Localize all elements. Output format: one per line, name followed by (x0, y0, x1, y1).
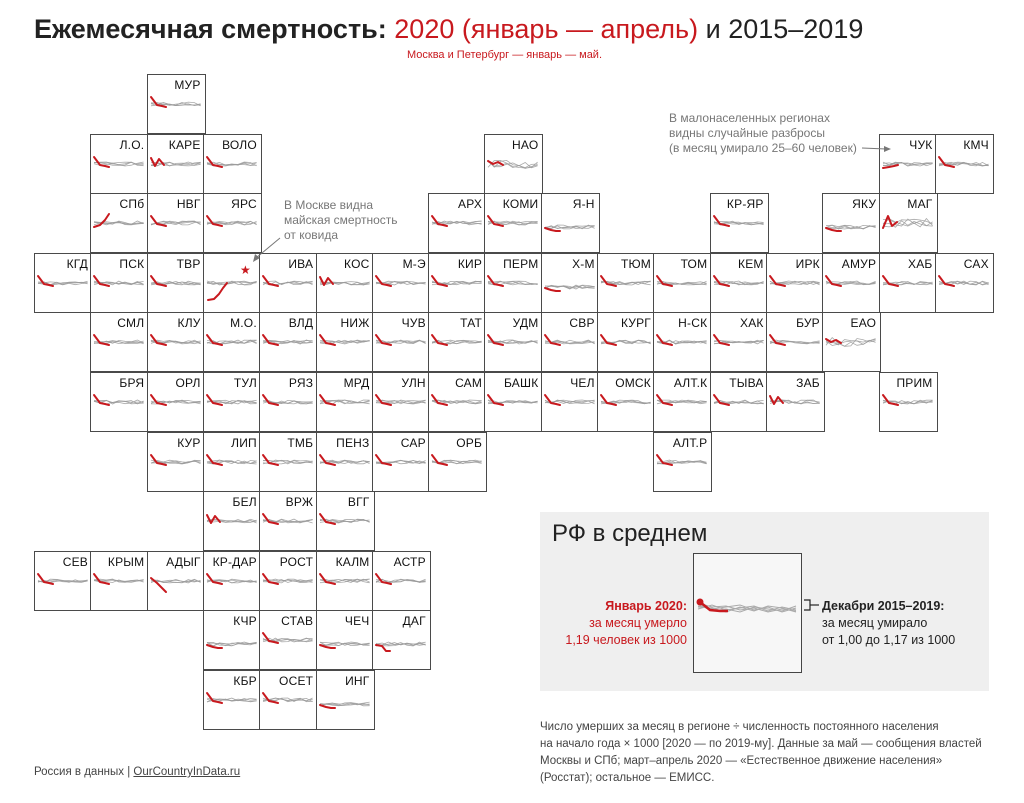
region-code: БАШК (503, 376, 539, 390)
region-code: ТОМ (680, 256, 708, 271)
annotation-sparse-line: (в месяц умирало 25–60 человек) (669, 141, 857, 155)
region-tile (203, 610, 262, 670)
rf-right-line: от 1,00 до 1,17 из 1000 (822, 633, 956, 647)
region-code: НАО (512, 137, 539, 152)
region-tile (316, 610, 375, 670)
region-tile (147, 372, 206, 432)
region-code: АРХ (458, 197, 483, 212)
region-code: СВР (569, 316, 595, 331)
region-sparkline (204, 254, 261, 312)
annotation-sparse-line: В малонаселенных регионах (669, 111, 830, 125)
region-tile (653, 312, 712, 372)
current-year-line (320, 514, 335, 524)
region-tile (484, 193, 543, 253)
region-tile (147, 432, 206, 492)
region-tile (710, 372, 769, 432)
region-code: КАРЕ (168, 137, 201, 152)
region-tile (316, 372, 375, 432)
region-tile (879, 372, 938, 432)
region-tile (147, 312, 206, 372)
region-tile (597, 253, 656, 313)
region-code: ВРЖ (285, 495, 314, 510)
region-code: МУР (174, 78, 201, 92)
region-tile (90, 372, 149, 432)
region-code: ОСЕТ (279, 674, 314, 688)
region-tile (541, 253, 600, 313)
region-tile (147, 193, 206, 253)
current-year-line (376, 395, 391, 405)
region-code: ЕАО (850, 316, 877, 331)
region-code: КЛУ (177, 316, 201, 331)
rf-right-caption (822, 598, 955, 649)
region-tile (316, 253, 375, 313)
region-tile (203, 670, 262, 730)
current-year-line (151, 455, 166, 465)
region-code: КУРГ (620, 316, 651, 331)
rf-left-line: за месяц умерло (589, 616, 687, 630)
annotation-moscow-line: В Москве видна (284, 198, 374, 212)
region-tile (822, 312, 881, 372)
annotation-sparse-line: видны случайные разбросы (669, 126, 825, 140)
region-tile (541, 193, 600, 253)
region-code: ВГГ (347, 495, 370, 510)
footnote-line: (Росстат); остальное — ЕМИСС. (540, 772, 715, 784)
current-year-line (714, 395, 729, 405)
region-tile (428, 372, 487, 432)
region-code: КЕМ (738, 256, 764, 271)
region-code: СПб (119, 197, 145, 212)
region-tile (90, 193, 149, 253)
region-tile (766, 253, 825, 313)
rf-average-title: РФ в среднем (552, 520, 708, 547)
region-code: САР (400, 435, 426, 450)
current-year-line (207, 395, 222, 405)
region-code: ИРК (795, 256, 820, 271)
region-code: ВОЛО (222, 137, 257, 152)
region-tile (259, 312, 318, 372)
region-tile (879, 134, 938, 194)
current-year-line (207, 157, 222, 167)
region-tile (203, 551, 262, 611)
region-code: КЧР (233, 614, 257, 629)
rf-bracket (802, 594, 822, 616)
region-code: М.О. (230, 316, 257, 331)
region-code: ПЕРМ (503, 256, 539, 271)
region-tile (710, 193, 769, 253)
region-code: Я-Н (572, 197, 595, 212)
footnote-line: Москвы и СПб; март–апрель 2020 — «Естественное движение населения» (540, 755, 943, 767)
region-code: Н-СК (678, 316, 708, 331)
region-tile (203, 134, 262, 194)
current-year-line (151, 335, 166, 345)
region-tile (203, 372, 262, 432)
region-tile (259, 670, 318, 730)
current-year-line (263, 514, 278, 524)
current-year-line (38, 276, 53, 286)
region-code: БУР (796, 316, 820, 331)
current-year-line (94, 395, 109, 405)
region-code: СТАВ (281, 614, 314, 629)
region-tile (935, 134, 994, 194)
current-year-line (657, 276, 672, 286)
current-year-line (207, 335, 222, 345)
region-code: ПСК (119, 256, 145, 271)
current-year-line (714, 216, 729, 226)
current-year-line (545, 288, 560, 291)
region-code: ТВР (176, 256, 201, 271)
region-tile (710, 253, 769, 313)
region-code: ТУЛ (233, 376, 257, 390)
region-tile (316, 551, 375, 611)
region-tile (203, 253, 262, 313)
region-code: НИЖ (340, 316, 370, 331)
current-year-line (488, 216, 503, 226)
current-year-line (432, 335, 447, 345)
region-tile (541, 312, 600, 372)
region-tile (316, 312, 375, 372)
region-tile (203, 193, 262, 253)
footer-source: Россия в данных | (34, 766, 131, 778)
region-code: ИВА (288, 256, 314, 271)
region-tile (147, 74, 206, 134)
annotation-moscow-line: майская смертность (284, 213, 398, 227)
region-code: КР-ДАР (212, 554, 257, 569)
region-code: ЗАБ (796, 376, 820, 390)
region-code: АЛТ.Р (672, 435, 708, 450)
footnote-line: на начало года × 1000 [2020 — по 2019-му]. Данные за май — сообщения властей (540, 738, 982, 750)
region-tile (372, 372, 431, 432)
annotation-moscow (284, 198, 398, 243)
rf-average-sparkline (694, 554, 801, 672)
region-code: ТМБ (287, 435, 314, 450)
region-code: УЛН (401, 376, 426, 390)
region-tile (34, 551, 93, 611)
region-code: МАГ (907, 197, 933, 212)
region-tile (428, 312, 487, 372)
region-tile (597, 312, 656, 372)
region-code: ИНГ (345, 674, 370, 688)
region-code: ЧУК (909, 137, 933, 152)
region-tile (372, 551, 431, 611)
annotation-moscow-line: от ковида (284, 228, 339, 242)
region-tile (34, 253, 93, 313)
region-tile (822, 253, 881, 313)
region-tile (879, 253, 938, 313)
rf-left-caption (565, 598, 687, 649)
region-code: УДМ (512, 316, 539, 331)
current-year-line (883, 395, 898, 405)
region-tile (372, 432, 431, 492)
current-year-line (376, 335, 391, 345)
region-code: ЧЕЧ (344, 614, 370, 629)
rf-average-panel (540, 512, 989, 691)
title-red: 2020 (январь — апрель) (394, 14, 699, 44)
region-code: ТЮМ (620, 256, 651, 271)
region-code: М-Э (402, 256, 426, 271)
region-code: СЕВ (62, 554, 88, 569)
region-tile (428, 432, 487, 492)
region-code: АСТР (393, 554, 426, 569)
title-rest: и 2015–2019 (705, 14, 864, 44)
region-tile (203, 312, 262, 372)
region-code: КИР (457, 256, 483, 271)
annotation-sparse (669, 111, 857, 156)
region-tile (822, 193, 881, 253)
region-tile (653, 372, 712, 432)
region-tile (147, 253, 206, 313)
region-tile (259, 551, 318, 611)
rf-left-bold: Январь 2020: (605, 599, 687, 613)
region-tile (316, 432, 375, 492)
region-tile (484, 253, 543, 313)
footer-link[interactable]: OurCountryInData.ru (133, 766, 241, 778)
region-code: ВЛД (288, 316, 314, 331)
region-tile (372, 253, 431, 313)
region-code: ЯКУ (852, 197, 877, 212)
region-tile (90, 551, 149, 611)
region-tile (90, 253, 149, 313)
region-tile (203, 432, 262, 492)
region-code: САХ (963, 256, 989, 271)
region-tile (259, 610, 318, 670)
region-code: КГД (66, 256, 88, 271)
region-code: ОМСК (615, 376, 651, 390)
region-tile (653, 253, 712, 313)
region-code: ЛИП (231, 435, 257, 450)
current-year-line (770, 276, 785, 286)
region-code: БЕЛ (232, 495, 257, 510)
current-year-line (207, 574, 222, 584)
current-year-line (207, 216, 222, 226)
region-tile (710, 312, 769, 372)
region-code: КОС (344, 256, 370, 271)
region-tile (766, 312, 825, 372)
footnote-line: Число умерших за месяц в регионе ÷ численность постоянного населения (540, 721, 939, 733)
region-code: ЧУВ (401, 316, 426, 331)
footnote (540, 719, 1015, 787)
moscow-star-icon: ★ (239, 262, 251, 277)
region-tile (428, 193, 487, 253)
region-tile (935, 253, 994, 313)
region-tile (259, 491, 318, 551)
rf-right-bold: Декабри 2015–2019: (822, 599, 945, 613)
region-tile (259, 253, 318, 313)
region-code: Л.О. (119, 137, 145, 152)
rf-right-line: за месяц умирало (822, 616, 928, 630)
rf-average-chart (693, 553, 802, 673)
region-code: КАЛМ (335, 554, 370, 569)
region-code: НВГ (176, 197, 201, 212)
current-year-line (263, 395, 278, 405)
region-code: РОСТ (279, 554, 314, 569)
region-tile (766, 372, 825, 432)
rf-january-marker (697, 599, 704, 606)
region-code: САМ (455, 376, 483, 390)
current-year-line (488, 335, 503, 345)
region-code: ОРЛ (175, 376, 201, 390)
region-code: КУР (177, 435, 201, 450)
region-tile (372, 312, 431, 372)
region-tile (597, 372, 656, 432)
region-code: ТЫВА (729, 376, 764, 390)
current-year-line (601, 276, 616, 286)
region-tile (147, 551, 206, 611)
region-code: КРЫМ (107, 554, 145, 569)
title-main: Ежемесячная смертность: (34, 14, 387, 44)
region-tile (90, 312, 149, 372)
region-code: ХАК (739, 316, 764, 331)
region-code: ПРИМ (896, 376, 933, 390)
region-code: АМУР (841, 256, 877, 271)
region-tile (316, 670, 375, 730)
region-code: ОРБ (456, 435, 483, 450)
region-code: БРЯ (119, 376, 145, 390)
rf-left-line: 1,19 человек из 1000 (565, 633, 687, 647)
subtitle: Москва и Петербург — январь — май. (407, 49, 603, 61)
region-code: РЯЗ (288, 376, 314, 390)
footer (34, 766, 240, 778)
region-tile (484, 312, 543, 372)
region-code: КМЧ (963, 137, 989, 152)
region-code: КР-ЯР (726, 197, 764, 212)
region-tile (372, 610, 431, 670)
region-code: ЧЕЛ (570, 376, 595, 390)
region-code: ЯРС (231, 197, 257, 212)
region-tile (879, 193, 938, 253)
region-code: ХАБ (908, 256, 933, 271)
region-code: АДЫГ (166, 554, 201, 569)
region-code: КОМИ (502, 197, 539, 212)
region-code: КБР (233, 674, 257, 688)
region-tile (316, 491, 375, 551)
current-year-line (826, 276, 841, 286)
region-code: МРД (343, 376, 370, 390)
region-tile (428, 253, 487, 313)
region-tile (653, 432, 712, 492)
region-tile (147, 134, 206, 194)
region-code: СМЛ (117, 316, 145, 331)
region-tile (541, 372, 600, 432)
region-tile (484, 134, 543, 194)
current-year-line (94, 276, 109, 286)
region-tile (259, 372, 318, 432)
region-code: ПЕНЗ (336, 435, 370, 450)
region-tile (484, 372, 543, 432)
region-tile (90, 134, 149, 194)
current-year-line (376, 574, 391, 584)
region-tile (203, 491, 262, 551)
region-code: ДАГ (402, 614, 426, 629)
current-year-line (208, 283, 227, 300)
region-code: Х-М (572, 256, 595, 271)
region-code: АЛТ.К (673, 376, 708, 390)
region-code: ТАТ (460, 316, 483, 331)
region-tile (259, 432, 318, 492)
